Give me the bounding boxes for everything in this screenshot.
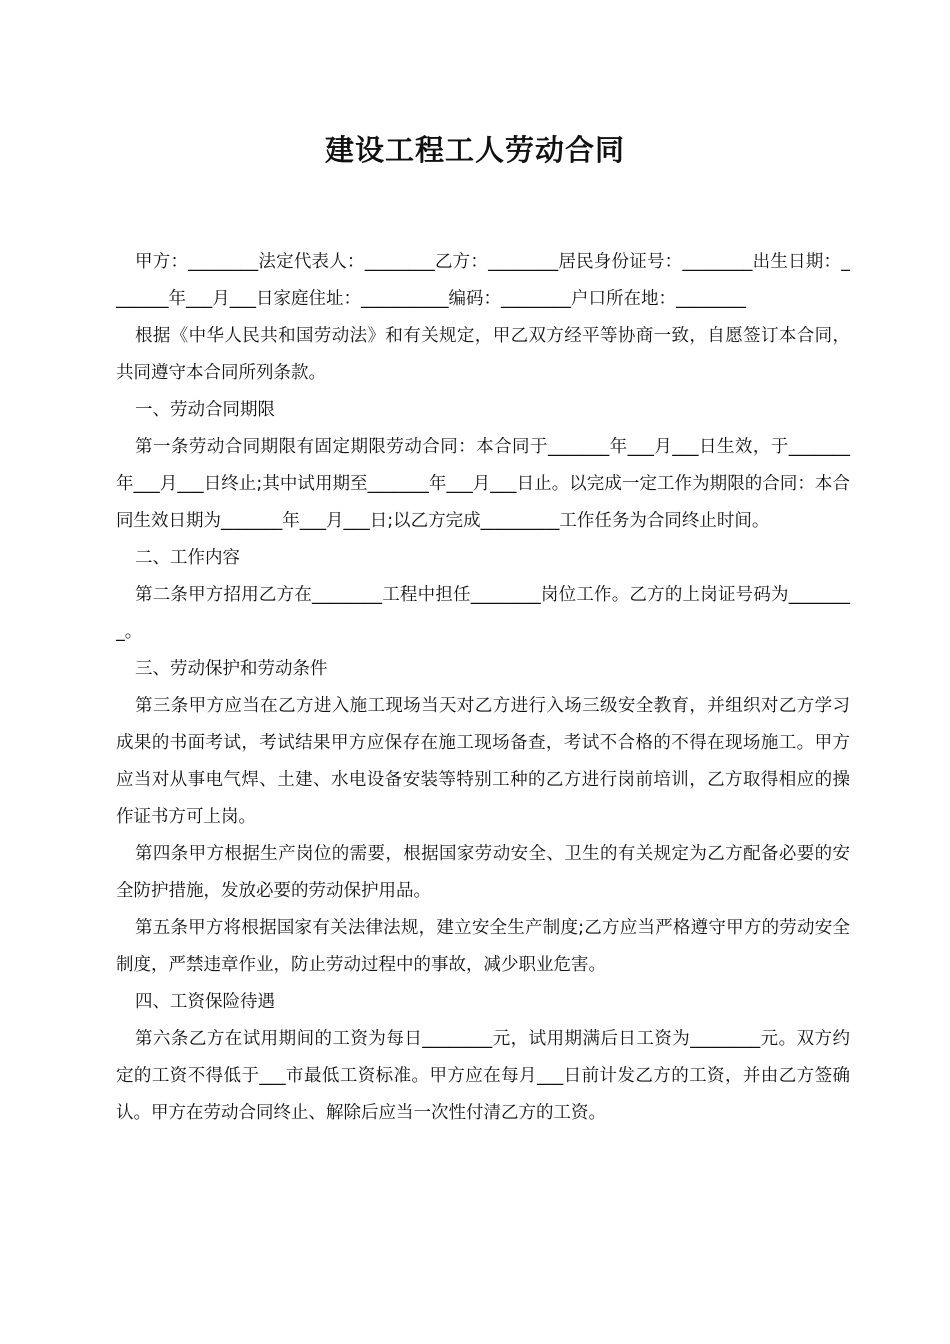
section-heading: 二、工作内容 (135, 548, 240, 568)
section-heading: 一、劳动合同期限 (135, 400, 275, 420)
document-title: 建设工程工人劳动合同 (324, 133, 625, 167)
section-heading: 三、劳动保护和劳动条件 (135, 659, 328, 679)
article-paragraph: 第二条甲方招用乙方在________工程中担任________岗位工作。乙方的上岗证号码为________。 (116, 585, 850, 642)
article-paragraph: 第三条甲方应当在乙方进入施工现场当天对乙方进行入场三级安全教育，并组织对乙方学习成果的书面考试，考试结果甲方应保存在施工现场备查，考试不合格的不得在现场施工。甲方应当对从事电气焊、土建、水电设备安装等特别工种的乙方进行岗前培训，乙方取得相应的操作证书方可上岗。 (116, 696, 850, 827)
article-paragraph: 第一条劳动合同期限有固定期限劳动合同：本合同于_______年___月___日生效，于_______年___月___日终止;其中试用期至_______年___月___日止。以完成一定工作为期限的合同：本合同生效日期为_______年___月___日;以乙方完成_________工作任务为合同终止时间。 (116, 437, 850, 531)
section-heading: 四、工资保险待遇 (135, 992, 275, 1012)
article-paragraph: 第五条甲方将根据国家有关法律法规，建立安全生产制度;乙方应当严格遵守甲方的劳动安全制度，严禁违章作业，防止劳动过程中的事故，减少职业危害。 (116, 918, 850, 975)
document-body (116, 244, 850, 1132)
preamble-paragraph: 根据《中华人民共和国劳动法》和有关规定，甲乙双方经平等协商一致，自愿签订本合同，共同遵守本合同所列条款。 (116, 326, 850, 383)
article-paragraph: 第六条乙方在试用期间的工资为每日________元，试用期满后日工资为________元。双方约定的工资不得低于___市最低工资标准。甲方应在每月___日前计发乙方的工资，并由乙方签确认。甲方在劳动合同终止、解除后应当一次性付清乙方的工资。 (116, 1029, 850, 1123)
party-info-paragraph: 甲方：________法定代表人：________乙方：________居民身份证号：________出生日期：_______年___月___日家庭住址：__________编码：________户口所在地：________ (116, 252, 850, 309)
article-paragraph: 第四条甲方根据生产岗位的需要，根据国家劳动安全、卫生的有关规定为乙方配备必要的安全防护措施，发放必要的劳动保护用品。 (116, 844, 850, 901)
